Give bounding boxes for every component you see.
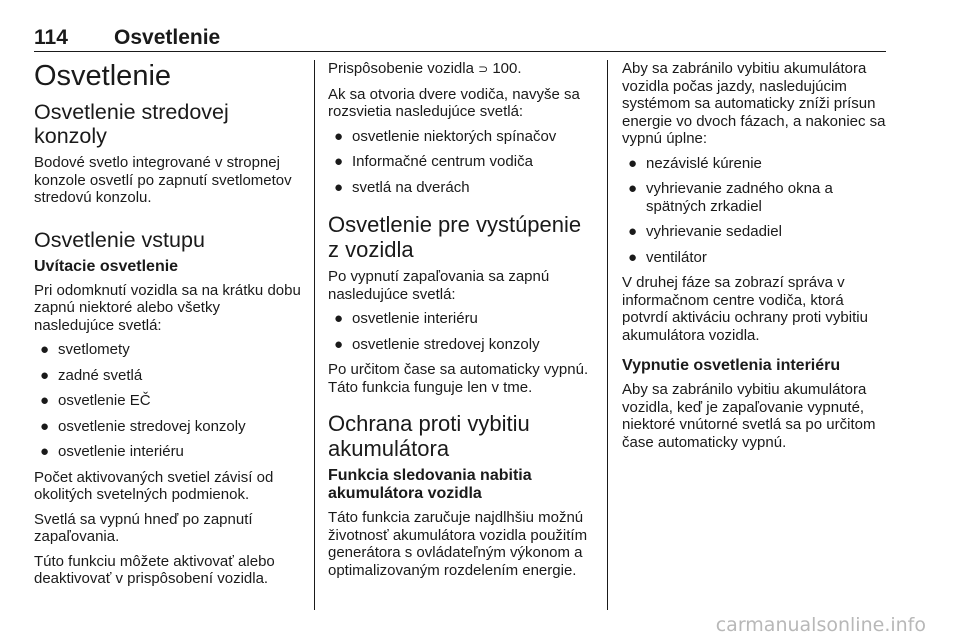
subheading-battery-monitoring: Funkcia sledovania nabitia akumulátora vozidla	[328, 467, 532, 502]
list-item: ● nezávislé kúrenie	[628, 154, 762, 172]
watermark: carmanualsonline.info	[715, 614, 926, 636]
column-1	[34, 60, 302, 612]
list-item: ● osvetlenie stredovej konzoly	[40, 417, 246, 435]
list-item: ● svetlomety	[40, 341, 130, 358]
section-heading-battery-protection: Ochrana proti vybitiu akumulátora	[328, 411, 530, 461]
list-item: ● osvetlenie interiéru	[40, 443, 184, 460]
list-item: ● vyhrievanie zadného okna a spätných zrkadiel	[628, 180, 833, 215]
page-ref-arrow-icon: ⊃	[478, 62, 489, 76]
list-item: ● osvetlenie niektorých spínačov	[334, 127, 557, 145]
list-item: ● osvetlenie stredovej konzoly	[334, 335, 540, 353]
subheading-welcome-light: Uvítacie osvetlenie	[34, 257, 179, 275]
section-heading-console-light: Osvetlenie stredovej konzoly	[34, 100, 229, 148]
bullet-list	[328, 128, 594, 197]
list-item: ● Informačné centrum vodiča	[334, 153, 533, 170]
cross-reference: Prispôsobenie vozidla ⊃ 100.	[328, 60, 522, 77]
column-divider-1	[314, 60, 315, 610]
list-item: ● osvetlenie EČ	[40, 392, 151, 409]
list-item: ● svetlá na dverách	[334, 178, 470, 196]
list-item: ● vyhrievanie sedadiel	[628, 223, 782, 240]
paragraph: Aby sa zabránilo vybitiu akumulátora vozidla, keď je zapaľovanie vypnuté, niektoré vnútorné svetlá sa po určitom čase automaticky vypnú.	[622, 381, 876, 451]
running-section-title: Osvetlenie	[114, 26, 221, 49]
paragraph: Táto funkcia zaručuje najdlhšiu možnú životnosť akumulátora vozidla použitím generátora s ovládateľným výkonom a optimalizovaným rozdelením energie.	[328, 509, 588, 579]
column-2	[328, 60, 594, 612]
paragraph: V druhej fáze sa zobrazí správa v informačnom centre vodiča, ktorá potvrdí aktiváciu ochrany proti vybitiu akumulátora vozidla.	[622, 274, 868, 344]
header-rule	[34, 51, 886, 52]
column-divider-2	[607, 60, 608, 610]
bullet-list	[622, 155, 888, 267]
list-item: ● zadné svetlá	[40, 366, 143, 384]
column-3	[622, 60, 888, 612]
paragraph: Počet aktivovaných svetiel závisí od okolitých svetelných podmienok.	[34, 468, 274, 503]
section-heading-entry-light: Osvetlenie vstupu	[34, 227, 205, 252]
paragraph: Svetlá sa vypnú hneď po zapnutí zapaľovania.	[34, 510, 253, 545]
page-number: 114	[34, 26, 68, 49]
subheading-interior-light-off: Vypnutie osvetlenia interiéru	[622, 357, 841, 374]
paragraph: Po vypnutí zapaľovania sa zapnú nasledujúce svetlá:	[328, 268, 550, 303]
paragraph: Ak sa otvoria dvere vodiča, navyše sa rozsvietia nasledujúce svetlá:	[328, 85, 580, 120]
paragraph: Po určitom čase sa automaticky vypnú. Táto funkcia funguje len v tme.	[328, 361, 589, 396]
page-header	[34, 27, 886, 49]
chapter-title: Osvetlenie	[34, 60, 172, 92]
paragraph: Túto funkciu môžete aktivovať alebo deaktivovať v prispôsobení vozidla.	[34, 552, 275, 587]
paragraph: Aby sa zabránilo vybitiu akumulátora vozidla počas jazdy, nasledujúcim systémom sa automaticky zníži prísun energie vo dvoch fázach, a nakoniec sa vypnú úplne:	[622, 60, 886, 147]
list-item: ● osvetlenie interiéru	[334, 310, 478, 327]
section-heading-exit-light: Osvetlenie pre vystúpenie z vozidla	[328, 212, 582, 262]
bullet-list	[328, 310, 594, 353]
paragraph: Pri odomknutí vozidla sa na krátku dobu zapnú niektoré alebo všetky nasledujúce svetlá:	[34, 281, 301, 334]
paragraph: Bodové svetlo integrované v stropnej konzole osvetlí po zapnutí svetlometov stredovú konzolu.	[34, 154, 292, 206]
bullet-list	[34, 341, 302, 461]
list-item: ● ventilátor	[628, 248, 707, 266]
ref-page-number: 100.	[492, 60, 522, 77]
